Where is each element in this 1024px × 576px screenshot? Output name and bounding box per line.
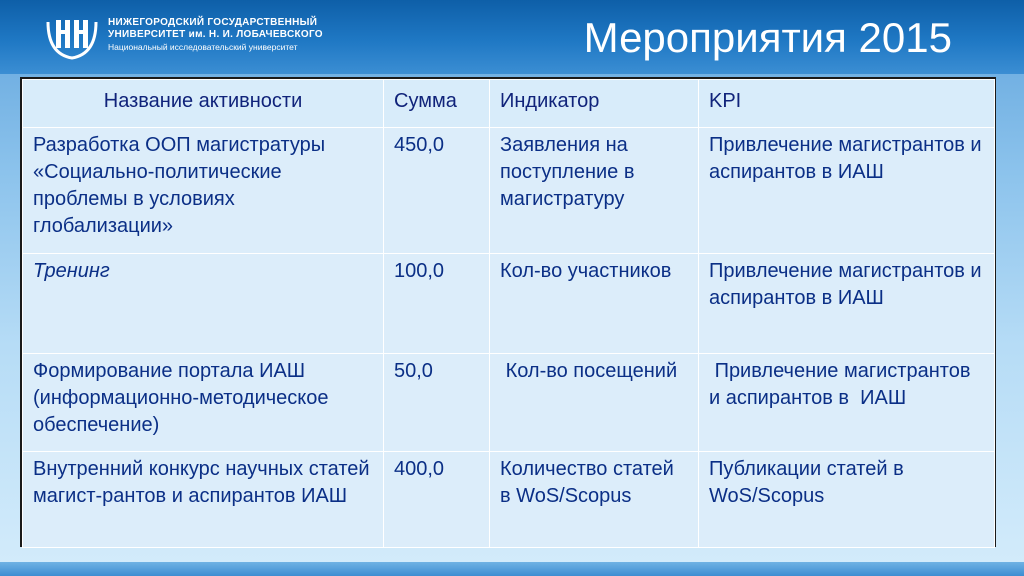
cell-activity-name: Разработка ООП магистратуры «Социально-политические проблемы в условиях глобализации» (23, 128, 384, 254)
cell-indicator: Кол-во посещений (490, 354, 699, 452)
column-header-kpi: KPI (699, 80, 995, 128)
university-name-line3: Национальный исследовательский университет (108, 42, 298, 52)
activities-table (20, 77, 996, 547)
university-name (108, 17, 323, 53)
cell-kpi: Привлечение магистрантов и аспирантов в ИАШ (699, 128, 995, 254)
column-header-sum: Сумма (384, 80, 490, 128)
university-name-line1: НИЖЕГОРОДСКИЙ ГОСУДАРСТВЕННЫЙ (108, 17, 318, 28)
cell-activity-name: Формирование портала ИАШ (информационно-методическое обеспечение) (23, 354, 384, 452)
cell-activity-name: Тренинг (23, 254, 384, 354)
table-row (23, 128, 995, 254)
table-header-row (23, 80, 995, 128)
cell-sum: 50,0 (384, 354, 490, 452)
university-name-line2: УНИВЕРСИТЕТ им. Н. И. ЛОБАЧЕВСКОГО (108, 29, 323, 40)
cell-sum: 100,0 (384, 254, 490, 354)
cell-activity-name: Внутренний конкурс научных статей магист-рантов и аспирантов ИАШ (23, 452, 384, 548)
table-row (23, 452, 995, 548)
bottom-band (0, 562, 1024, 576)
column-header-name: Название активности (23, 80, 384, 128)
table-row (23, 354, 995, 452)
university-logo-icon (44, 14, 100, 62)
cell-indicator: Кол-во участников (490, 254, 699, 354)
cell-kpi: Привлечение магистрантов и аспирантов в ИАШ (699, 254, 995, 354)
cell-sum: 450,0 (384, 128, 490, 254)
cell-indicator: Заявления на поступление в магистратуру (490, 128, 699, 254)
cell-sum: 400,0 (384, 452, 490, 548)
cell-kpi: Привлечение магистрантов и аспирантов в ИАШ (699, 354, 995, 452)
cell-indicator: Количество статей в WoS/Scopus (490, 452, 699, 548)
table-row (23, 254, 995, 354)
cell-kpi: Публикации статей в WoS/Scopus (699, 452, 995, 548)
column-header-indicator: Индикатор (490, 80, 699, 128)
page-title: Мероприятия 2015 (583, 14, 952, 61)
